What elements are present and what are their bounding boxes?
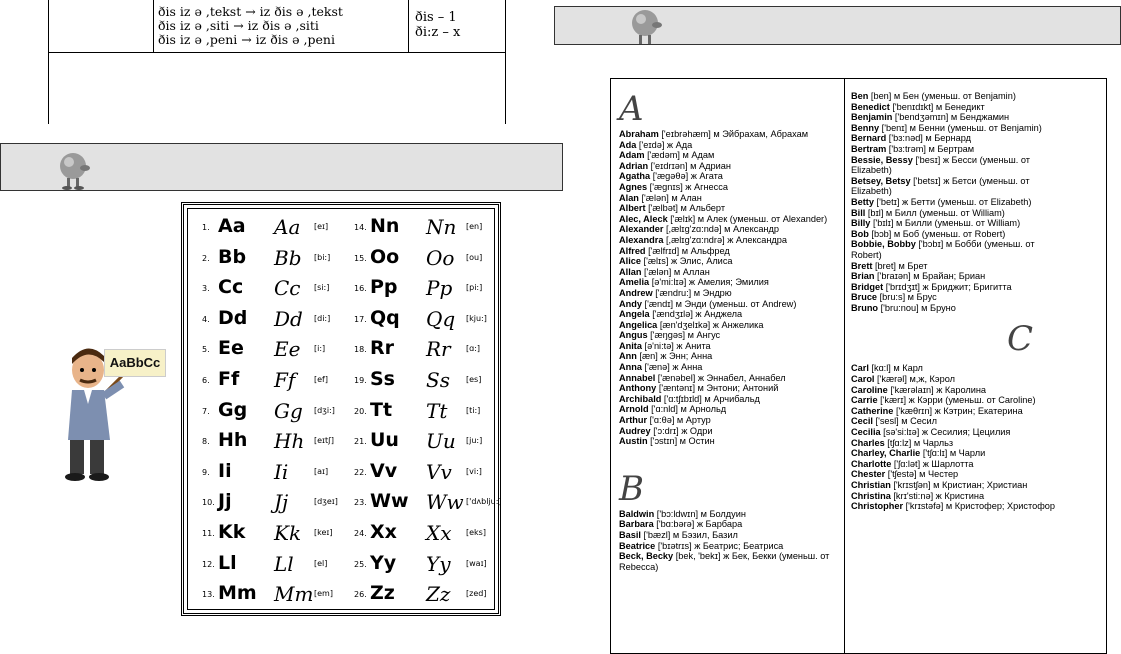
dictionary-entry: Alec, Aleck ['ælɪk] м Алек (уменьш. от Alexander) — [619, 213, 828, 224]
dictionary-entry: Catherine ['kæθrɪn] ж Кэтрин; Екатерина — [851, 405, 1023, 416]
dictionary-entry: Baldwin ['bɔ:ldwɪn] м Болдуин — [619, 508, 746, 519]
dictionary-entry: Andrew ['ændru:] м Эндрю — [619, 287, 732, 298]
letter-print: Jj — [218, 490, 232, 513]
letter-print: Pp — [370, 276, 398, 299]
letter-script: Dd — [274, 306, 303, 331]
letter-script: Gg — [274, 398, 303, 423]
letter-script: Jj — [274, 490, 289, 515]
dictionary-entry: Bessie, Bessy ['besɪ] ж Бесси (уменьш. от Elizabeth) — [851, 154, 1030, 176]
alphabet-letter-row — [202, 337, 347, 367]
alphabet-letter-row — [354, 521, 499, 551]
alphabet-letter-row — [202, 460, 347, 490]
dictionary-entry: Charles [tʃɑ:lz] м Чарльз — [851, 437, 954, 448]
dictionary-entry: Anthony ['æntənɪ] м Энтони; Антоний — [619, 383, 779, 394]
letter-script: Ww — [426, 490, 464, 515]
letter-script: Ll — [274, 551, 294, 576]
letter-script: Oo — [426, 245, 455, 270]
alphabet-card — [181, 202, 501, 616]
letter-print: Mm — [218, 582, 257, 605]
alphabet-letter-row — [202, 307, 347, 337]
dictionary-entry: Albert ['ælbət] м Альберт — [619, 203, 726, 214]
dictionary-entry: Bertram ['bɜ:trəm] м Бертрам — [851, 143, 975, 154]
dictionary-entry: Angelica [æn'dʒelɪkə] ж Анжелика — [619, 319, 764, 330]
dictionary-entry: Anita [ə'ni:tə] ж Анита — [619, 340, 711, 351]
letter-phonetic: [dʒeɪ] — [314, 497, 338, 507]
letter-phonetic: [eks] — [466, 528, 486, 537]
letter-print: Dd — [218, 306, 248, 329]
letter-print: Ff — [218, 368, 240, 390]
dictionary-entry: Bruno ['bru:nou] м Бруно — [851, 302, 956, 313]
section-banner-right — [554, 6, 1121, 45]
letter-number: 25. — [354, 559, 367, 569]
letter-number: 7. — [202, 406, 210, 416]
dictionary-column-left — [619, 79, 835, 653]
letter-script: Xx — [426, 521, 452, 545]
alphabet-letter-row — [354, 368, 499, 398]
dictionary-entry: Archibald ['ɑ:tʃɪbɪld] м Арчибальд — [619, 393, 760, 404]
letter-script: Rr — [426, 337, 451, 362]
section-letter-c: C — [1006, 319, 1033, 360]
dictionary-entry: Allan ['ælən] м Аллан — [619, 266, 710, 277]
dictionary-entry: Arthur ['ɑ:θə] м Артур — [619, 415, 711, 426]
dictionary-entry: Carol ['kærəl] м,ж, Кэрол — [851, 374, 955, 385]
letter-print: Ee — [218, 337, 244, 360]
dictionary-entry: Alan ['ælən] м Алан — [619, 192, 702, 203]
alphabet-letter-row — [202, 490, 347, 520]
phonetic-line: ðis iz ə ,tekst → iz ðis ə ,tekst — [158, 4, 343, 19]
letter-phonetic: [si:] — [314, 283, 330, 293]
alphabet-letter-row — [354, 429, 499, 459]
dictionary-entry: Caroline ['kærəlaɪn] ж Каролина — [851, 384, 987, 395]
alphabet-letter-row — [354, 460, 499, 490]
entries-b — [619, 509, 835, 573]
dictionary-entry: Carl [kɑ:l] м Карл — [851, 363, 923, 374]
letter-number: 19. — [354, 376, 367, 385]
dictionary-entry: Betty ['betɪ] ж Бетти (уменьш. от Elizabeth) — [851, 196, 1032, 207]
dictionary-entry: Bernard ['bɜ:nəd] м Бернард — [851, 133, 971, 144]
letter-print: Gg — [218, 398, 248, 421]
dictionary-entry: Cecil ['sesl] м Сесил — [851, 416, 937, 427]
speech-bubble: AaBbCc — [104, 349, 166, 377]
alphabet-letter-row — [354, 337, 499, 367]
phonetic-note: ðis – 1 — [415, 10, 457, 25]
letter-print: Zz — [370, 582, 395, 605]
alphabet-grid — [187, 208, 502, 610]
alphabet-letter-row — [202, 429, 347, 459]
letter-print: Rr — [370, 337, 395, 360]
letter-script: Zz — [426, 582, 451, 607]
letter-script: Ee — [274, 337, 301, 362]
dictionary-entry: Betsey, Betsy ['betsɪ] ж Бетси (уменьш. от Elizabeth) — [851, 175, 1030, 197]
letter-phonetic: [i:] — [314, 344, 326, 354]
dictionary-entry: Alfred ['ælfrɪd] м Альфред — [619, 245, 730, 256]
dictionary-entry: Billy ['bɪlɪ] м Билли (уменьш. от William) — [851, 218, 1021, 229]
dictionary-entry: Alexandra [,ælɪg'zɑ:ndrə] ж Александра — [619, 234, 787, 245]
letter-phonetic: [vi:] — [466, 466, 482, 476]
letter-phonetic: [kju:] — [466, 313, 487, 323]
alphabet-letter-row — [202, 246, 347, 276]
globe-mascot-icon — [51, 144, 99, 190]
letter-phonetic: [pi:] — [466, 283, 483, 293]
dictionary-entry: Agnes ['ægnɪs] ж Агнесса — [619, 181, 728, 192]
alphabet-letter-row — [354, 246, 499, 276]
letter-print: Qq — [370, 306, 400, 329]
letter-phonetic: [aɪ] — [314, 466, 329, 476]
letter-print: Tt — [370, 398, 393, 421]
alphabet-letter-row — [202, 582, 347, 612]
letter-phonetic: ['dʌblju:] — [466, 497, 502, 507]
dictionary-column-right — [851, 91, 1063, 653]
dictionary-entry: Amelia [ə'mi:lɪə] ж Амелия; Эмилия — [619, 277, 769, 288]
letter-print: Ss — [370, 368, 395, 390]
table-cell-empty — [49, 0, 154, 52]
dictionary-entry: Charley, Charlie ['tʃɑ:lɪ] м Чарли — [851, 448, 986, 459]
dictionary-entry: Ben [ben] м Бен (уменьш. от Benjamin) — [851, 91, 1016, 101]
letter-phonetic: [ou] — [466, 252, 483, 262]
phonetic-table — [48, 0, 506, 124]
alphabet-letter-row — [202, 215, 347, 245]
letter-number: 13. — [202, 590, 215, 600]
letter-phonetic: [eɪtʃ] — [314, 436, 334, 446]
alphabet-letter-row — [354, 276, 499, 306]
section-letter-a: A — [619, 89, 644, 129]
letter-phonetic: [el] — [314, 558, 328, 568]
alphabet-letter-row — [354, 552, 499, 582]
alphabet-letter-row — [354, 399, 499, 429]
letter-number: 2. — [202, 253, 210, 263]
dictionary-entry: Benny ['benɪ] м Бенни (уменьш. от Benjamin) — [851, 122, 1042, 133]
phonetic-examples — [154, 0, 409, 52]
letter-number: 17. — [354, 314, 367, 324]
letter-phonetic: [dʒi:] — [314, 405, 335, 415]
dictionary-entry: Arnold ['ɑ:nld] м Арнольд — [619, 404, 727, 415]
alphabet-letter-row — [354, 307, 499, 337]
letter-script: Hh — [274, 429, 305, 454]
letter-number: 11. — [202, 529, 215, 538]
letter-phonetic: [bi:] — [314, 252, 331, 262]
dictionary-entry: Anna ['ænə] ж Анна — [619, 362, 703, 373]
letter-print: Ll — [218, 551, 237, 574]
letter-number: 26. — [354, 590, 367, 600]
dictionary-entry: Cecilia [sə'si:lɪə] ж Сесилия; Цецилия — [851, 427, 1011, 438]
letter-script: Tt — [426, 398, 448, 423]
dictionary-entry: Agatha ['ægəθə] ж Агата — [619, 171, 723, 182]
dictionary-entry: Barbara ['bɑ:bərə] ж Барбара — [619, 519, 743, 530]
dictionary-entry: Bobbie, Bobby ['bɔbɪ] м Бобби (уменьш. от Robert) — [851, 239, 1035, 260]
letter-script: Yy — [426, 551, 451, 576]
letter-script: Bb — [274, 245, 302, 270]
letter-phonetic: [ju:] — [466, 436, 483, 446]
letter-print: Oo — [370, 245, 400, 268]
dictionary-entry: Ann [æn] ж Энн; Анна — [619, 351, 713, 362]
dictionary-entry: Carrie ['kærɪ] ж Кэрри (уменьш. от Caroline) — [851, 395, 1036, 406]
dictionary-entry: Beatrice ['bɪətrɪs] ж Беатрис; Беатриса — [619, 540, 784, 551]
phonetic-note: ði:z – x — [415, 25, 461, 40]
letter-number: 4. — [202, 314, 210, 324]
dictionary-entry: Christina [krɪ'sti:nə] ж Кристина — [851, 490, 985, 501]
letter-number: 15. — [354, 253, 367, 263]
dictionary-entry: Bridget ['brɪdʒɪt] ж Бриджит; Бригитта — [851, 281, 1012, 292]
dictionary-entry: Charlotte ['ʃɑ:lət] ж Шарлотта — [851, 458, 974, 469]
letter-number: 21. — [354, 437, 367, 447]
phonetic-notes — [410, 0, 505, 52]
letter-print: Xx — [370, 521, 397, 543]
letter-number: 1. — [202, 223, 210, 232]
alphabet-letter-row — [202, 368, 347, 398]
letter-print: Hh — [218, 429, 248, 452]
letter-print: Ww — [370, 490, 409, 513]
letter-phonetic: [eɪ] — [314, 222, 329, 231]
letter-number: 24. — [354, 529, 367, 538]
letter-number: 22. — [354, 467, 367, 477]
dictionary-entry: Adam ['ædəm] м Адам — [619, 150, 715, 161]
letter-phonetic: [ɑ:] — [466, 344, 481, 354]
letter-print: Bb — [218, 245, 247, 268]
alphabet-letter-row — [202, 521, 347, 551]
letter-script: Nn — [426, 215, 457, 239]
dictionary-entry: Andy ['ændɪ] м Энди (уменьш. от Andrew) — [619, 298, 797, 309]
letter-script: Pp — [426, 276, 453, 301]
dictionary-page — [610, 78, 1107, 654]
letter-print: Uu — [370, 429, 399, 452]
dictionary-entry: Angus ['æŋgəs] м Ангус — [619, 330, 721, 341]
alphabet-letter-row — [202, 276, 347, 306]
dictionary-entry: Alexander [,ælɪg'zɑ:ndə] м Александр — [619, 224, 779, 235]
letter-script: Aa — [274, 215, 301, 239]
letter-print: Yy — [370, 551, 397, 574]
dictionary-entry: Bill [bɪl] м Билл (уменьш. от William) — [851, 207, 1005, 218]
alphabet-letter-row — [202, 552, 347, 582]
letter-number: 18. — [354, 345, 367, 355]
section-banner-left — [0, 143, 563, 191]
globe-mascot-icon — [623, 3, 671, 49]
dictionary-entry: Bob [bɔb] м Боб (уменьш. от Robert) — [851, 228, 1006, 239]
dictionary-entry: Brian ['braɪən] м Брайан; Бриан — [851, 271, 986, 282]
letter-phonetic: [zed] — [466, 589, 487, 599]
dictionary-entry: Basil ['bæzl] м Бэзил, Базил — [619, 530, 738, 540]
dictionary-entry: Chester ['tʃestə] м Честер — [851, 469, 959, 480]
letter-number: 14. — [354, 223, 367, 232]
letter-print: Cc — [218, 276, 244, 299]
letter-script: Uu — [426, 429, 456, 454]
dictionary-entry: Abraham ['eɪbrəhæm] м Эйбрахам, Абрахам — [619, 129, 809, 139]
entries-c — [851, 363, 1063, 511]
dictionary-entry: Annabel ['ænəbel] ж Эннабел, Аннабел — [619, 372, 786, 383]
letter-phonetic: [es] — [466, 375, 482, 384]
letter-phonetic: [waɪ] — [466, 558, 487, 568]
letter-number: 12. — [202, 559, 215, 569]
alphabet-letter-row — [202, 399, 347, 429]
letter-number: 8. — [202, 437, 210, 447]
phonetic-table-row — [49, 0, 505, 53]
letter-number: 5. — [202, 345, 210, 355]
letter-script: Kk — [274, 521, 302, 545]
letter-script: Ss — [426, 368, 450, 392]
dictionary-entry: Adrian ['eɪdrɪən] м Адриан — [619, 160, 731, 171]
letter-phonetic: [en] — [466, 222, 483, 231]
letter-phonetic: [em] — [314, 589, 333, 599]
phonetic-line: ðis iz ə ,peni → iz ðis ə ,peni — [158, 32, 335, 47]
dictionary-entry: Austin ['ɔstɪn] м Остин — [619, 436, 715, 447]
alphabet-letter-row — [354, 490, 502, 520]
letter-number: 16. — [354, 284, 367, 294]
letter-number: 3. — [202, 284, 210, 294]
section-letter-b: B — [619, 468, 644, 509]
letter-number: 10. — [202, 498, 215, 508]
letter-script: Ii — [274, 459, 289, 484]
letter-print: Nn — [370, 215, 400, 237]
dictionary-entry: Ada ['eɪdə] ж Ада — [619, 139, 693, 150]
letter-number: 9. — [202, 467, 210, 477]
letter-phonetic: [ef] — [314, 375, 328, 384]
dictionary-entry: Beck, Becky [bek, 'bekɪ] ж Бек, Бекки (уменьш. от Rebecca) — [619, 551, 830, 572]
letter-print: Ii — [218, 459, 232, 482]
letter-print: Aa — [218, 215, 246, 237]
dictionary-entry: Christian ['krɪstʃən] м Кристиан; Христиан — [851, 480, 1028, 490]
letter-number: 20. — [354, 406, 367, 416]
dictionary-entry: Brett [bret] м Брет — [851, 260, 928, 271]
letter-script: Mm — [274, 582, 314, 607]
alphabet-letter-row — [354, 215, 499, 245]
dictionary-entry: Bruce [bru:s] м Брус — [851, 292, 937, 303]
entries-a — [619, 129, 835, 447]
letter-print: Kk — [218, 521, 246, 543]
phonetic-line: ðis iz ə ,siti → iz ðis ə ,siti — [158, 18, 319, 33]
letter-phonetic: [ti:] — [466, 405, 481, 415]
dictionary-entry: Benedict ['benɪdɪkt] м Бенедикт — [851, 101, 985, 112]
letter-script: Cc — [274, 276, 301, 301]
column-divider — [844, 79, 845, 653]
letter-print: Vv — [370, 459, 398, 482]
entries-b-continued — [851, 91, 1063, 313]
alphabet-letter-row — [354, 582, 499, 612]
letter-script: Qq — [426, 306, 456, 331]
dictionary-entry: Angela ['ændʒɪlə] ж Анджела — [619, 309, 743, 320]
letter-phonetic: [keɪ] — [314, 528, 333, 537]
dictionary-entry: Christopher ['krɪstəfə] м Кристофер; Христофор — [851, 501, 1055, 512]
dictionary-entry: Alice ['ælɪs] ж Элис, Алиса — [619, 256, 733, 267]
letter-number: 23. — [354, 498, 367, 508]
letter-script: Vv — [426, 459, 452, 484]
letter-number: 6. — [202, 376, 210, 385]
letter-script: Ff — [274, 368, 296, 392]
dictionary-entry: Audrey ['ɔ:drɪ] ж Одри — [619, 425, 713, 436]
letter-phonetic: [di:] — [314, 313, 331, 323]
dictionary-entry: Benjamin ['bendʒəmɪn] м Бенджамин — [851, 112, 1010, 123]
